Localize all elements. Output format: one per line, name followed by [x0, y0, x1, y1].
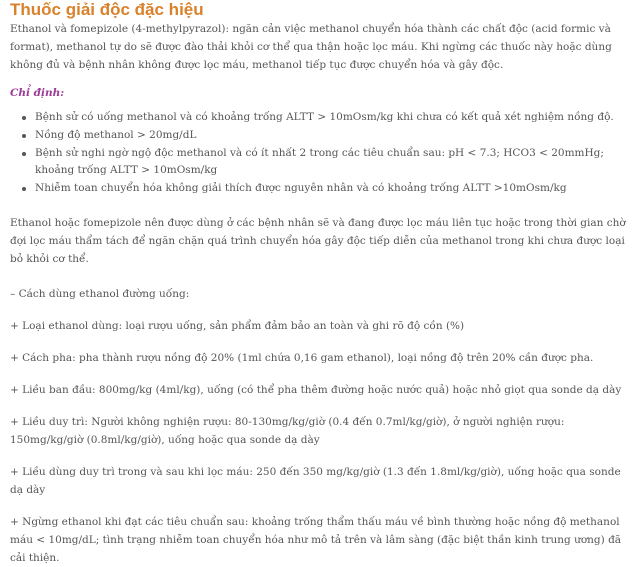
usage-item: + Ngừng ethanol khi đạt các tiêu chuẩn sau: khoảng trống thẩm thấu máu về bình thường hoặc nồng độ methanol máu < 10mg/dL; tình trạng nhiễm toan chuyển hóa như mô tả trên và lâm sàng (đặc biệt thần kinh trung ương) đã cải thiện.	[10, 515, 622, 564]
list-item: Nồng độ methanol > 20mg/dL	[35, 127, 630, 145]
indications-list	[10, 109, 630, 198]
usage-item: + Loại ethanol dùng: loại rượu uống, sản phẩm đảm bảo an toàn và ghi rõ độ cồn (%)	[10, 319, 465, 332]
list-item: Bệnh sử nghi ngờ ngộ độc methanol và có ít nhất 2 trong các tiêu chuẩn sau: pH < 7.3; HCO3 < 20mmHg; khoảng trống ALTT > 10mOsm/kg	[35, 145, 630, 181]
usage-item: + Cách pha: pha thành rượu nồng độ 20% (1ml chứa 0,16 gam ethanol), loại nồng độ trên 20% cần được pha.	[10, 351, 594, 364]
usage-item: + Liều dùng duy trì trong và sau khi lọc máu: 250 đến 350 mg/kg/giờ (1.3 đến 1.8ml/kg/giờ), uống hoặc qua sonde dạ dày	[10, 465, 621, 496]
usage-heading: – Cách dùng ethanol đường uống:	[10, 287, 190, 300]
list-item: Nhiễm toan chuyển hóa không giải thích được nguyên nhân và có khoảng trống ALTT >10mOsm/kg	[35, 180, 630, 198]
intro-paragraph: Ethanol và fomepizole (4-methylpyrazol): ngăn cản việc methanol chuyển hóa thành các chất độc (acid formic và format), methanol tự do sẽ được đào thải khỏi cơ thể qua thận hoặc lọc máu. Khi ngừng các thuốc này hoặc dùng không đủ và bệnh nhân không được lọc máu, methanol tiếp tục được chuyển hóa và gây độc.	[10, 23, 612, 71]
usage-item: + Liều ban đầu: 800mg/kg (4ml/kg), uống (có thể pha thêm đường hoặc nước quả) hoặc nhỏ giọt qua sonde dạ dày	[10, 383, 622, 396]
paragraph-two: Ethanol hoặc fomepizole nên được dùng ở các bệnh nhân sẽ và đang được lọc máu liên tục hoặc trong thời gian chờ đợi lọc máu thẩm tách để ngăn chặn quá trình chuyển hóa gây độc tiếp diễn của methanol trong khi chưa được loại bỏ khỏi cơ thể.	[10, 216, 626, 265]
usage-item: + Liều duy trì: Người không nghiện rượu: 80-130mg/kg/giờ (0.4 đến 0.7ml/kg/giờ), ở người nghiện rượu: 150mg/kg/giờ (0.8ml/kg/giờ), uống hoặc qua sonde dạ dày	[10, 415, 565, 446]
list-item: Bệnh sử có uống methanol và có khoảng trống ALTT > 10mOsm/kg khi chưa có kết quả xét nghiệm nồng độ.	[35, 109, 630, 127]
section-title: Thuốc giải độc đặc hiệu	[10, 0, 204, 19]
indications-heading: Chỉ định:	[10, 87, 65, 99]
